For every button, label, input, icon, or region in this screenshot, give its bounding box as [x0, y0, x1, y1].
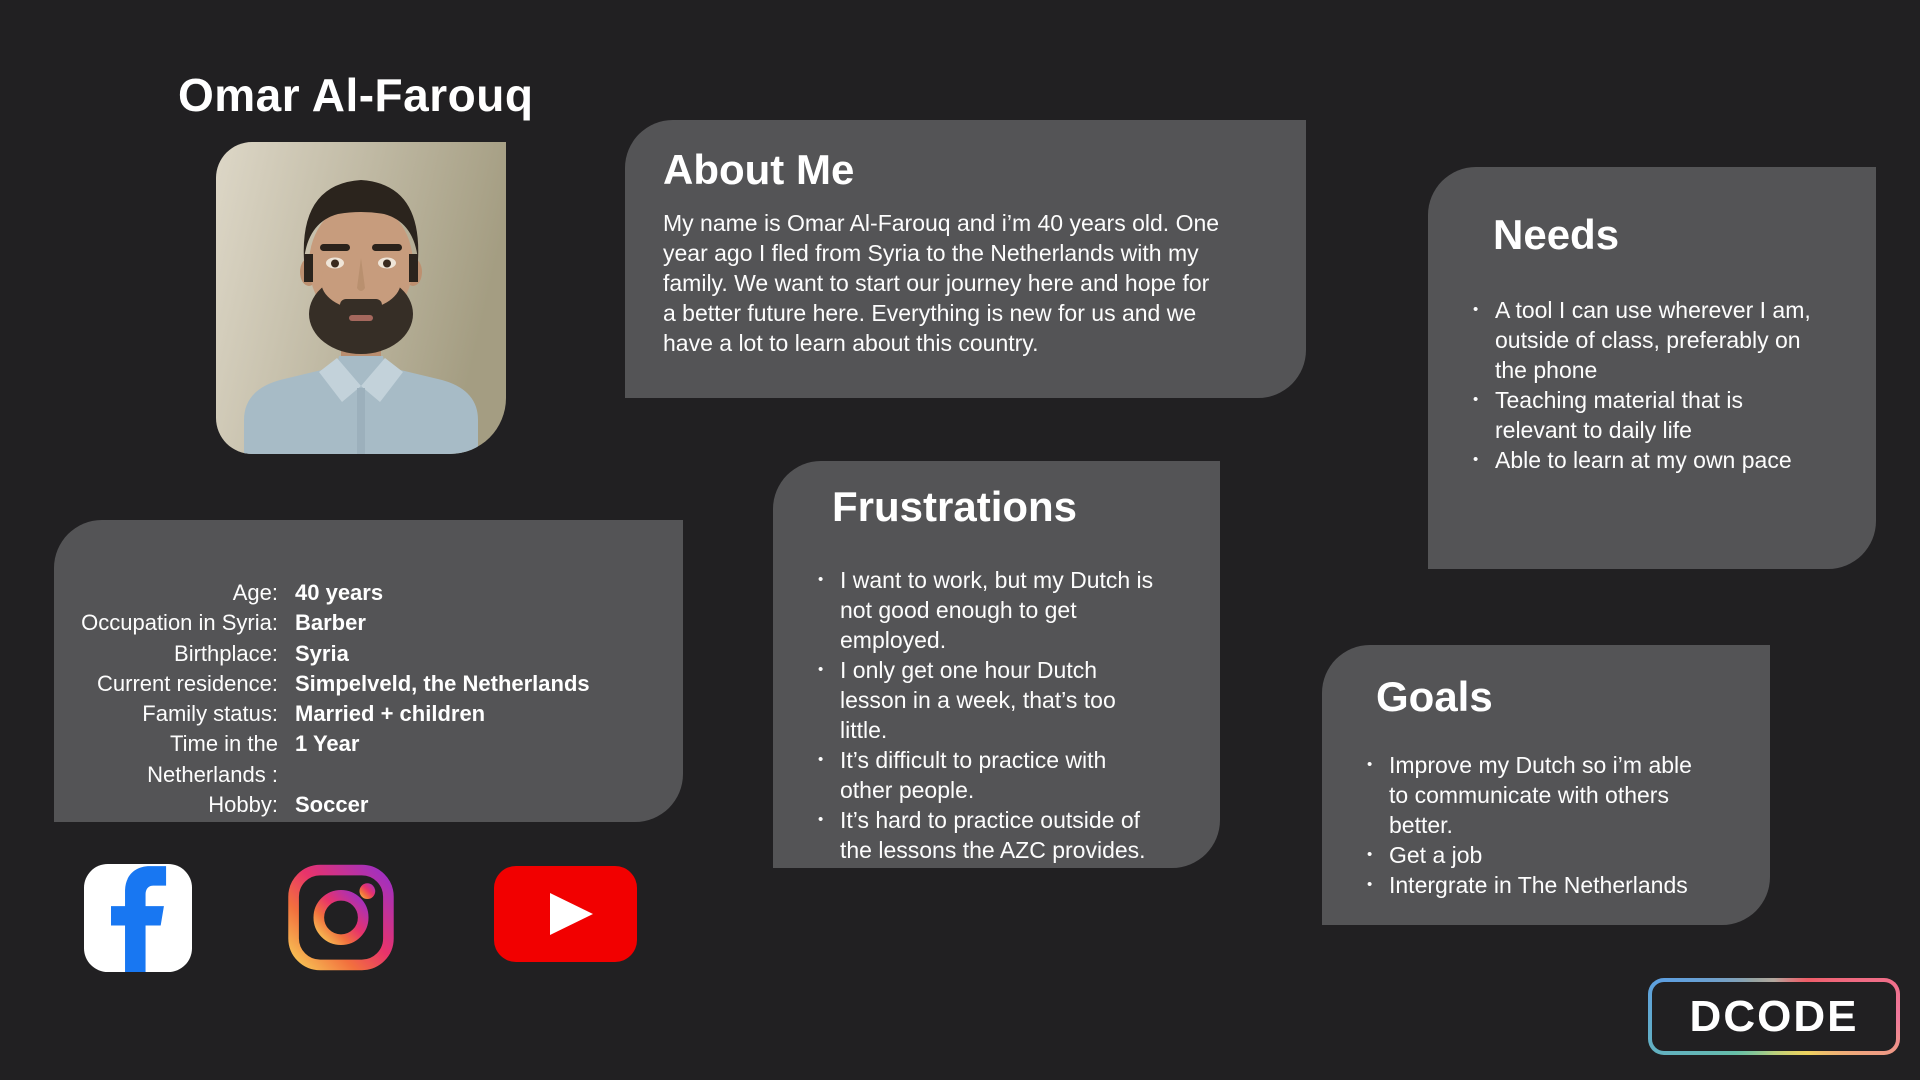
info-row [54, 699, 683, 729]
frustrations-card [773, 461, 1220, 868]
about-card [625, 120, 1306, 398]
list-item-text: Get a job [1389, 842, 1483, 868]
info-value: Barber [295, 610, 366, 636]
info-label: Birthplace: [174, 640, 278, 666]
bullet-icon: • [1473, 301, 1479, 318]
instagram-icon[interactable] [284, 862, 398, 973]
goals-list [1367, 750, 1740, 900]
info-label: Age: [232, 580, 278, 605]
profile-photo [216, 142, 506, 454]
list-item [1473, 385, 1846, 445]
list-item [1367, 870, 1740, 900]
list-item-text: Able to learn at my own pace [1495, 447, 1792, 473]
info-row [54, 729, 683, 790]
info-card [54, 520, 683, 822]
info-row [54, 639, 683, 669]
info-value: Syria [295, 640, 349, 666]
info-value: Soccer [295, 792, 369, 818]
bullet-icon: • [818, 661, 824, 678]
info-label: Hobby: [208, 792, 278, 818]
needs-title: Needs [1493, 211, 1620, 258]
info-value: 40 years [295, 580, 384, 605]
list-item-text: Teaching material that is relevant to daily life [1495, 387, 1744, 443]
info-row [54, 790, 683, 820]
dcode-logo-inner [1652, 982, 1896, 1051]
list-item [1367, 840, 1740, 870]
list-item [818, 655, 1190, 745]
youtube-icon[interactable] [494, 866, 637, 962]
info-value: Married + children [295, 701, 486, 727]
frustrations-list [818, 565, 1190, 865]
list-item [1473, 445, 1846, 475]
dcode-logo-text: DCODE [1689, 991, 1859, 1041]
bullet-icon: • [1473, 451, 1479, 468]
list-item-text: It’s difficult to practice with other people. [840, 747, 1107, 803]
info-label: Current residence: [97, 670, 278, 696]
list-item [818, 565, 1190, 655]
list-item [818, 805, 1190, 865]
info-label: Family status: [142, 701, 278, 727]
info-row [54, 578, 683, 608]
bullet-icon: • [818, 751, 824, 768]
bullet-icon: • [818, 571, 824, 588]
info-value: Simpelveld, the Netherlands [295, 670, 590, 696]
info-label: Time in the Netherlands : [147, 731, 278, 787]
info-row [54, 608, 683, 638]
goals-title: Goals [1376, 673, 1493, 720]
list-item-text: I only get one hour Dutch lesson in a week, that’s too little. [840, 657, 1116, 743]
list-item-text: It’s hard to practice outside of the lessons the AZC provides. [840, 807, 1146, 863]
bullet-icon: • [818, 811, 824, 828]
list-item-text: Intergrate in The Netherlands [1389, 872, 1688, 898]
bullet-icon: • [1473, 391, 1479, 408]
bullet-icon: • [1367, 876, 1373, 893]
list-item [1473, 295, 1846, 385]
needs-card [1428, 167, 1876, 569]
list-item-text: Improve my Dutch so i’m able to communicate with others better. [1389, 752, 1692, 838]
portrait-illustration [216, 142, 506, 454]
about-title: About Me [663, 146, 855, 193]
bullet-icon: • [1367, 846, 1373, 863]
frustrations-title: Frustrations [832, 483, 1078, 530]
info-value: 1 Year [295, 731, 360, 757]
list-item [1367, 750, 1740, 840]
bullet-icon: • [1367, 756, 1373, 773]
list-item-text: A tool I can use wherever I am, outside of class, preferably on the phone [1495, 297, 1811, 383]
about-body: My name is Omar Al-Farouq and i’m 40 years old. One year ago I fled from Syria to the Netherlands with my family. We want to start our journey here and hope for a better future here. Everything is new for us and we have a lot to learn about this country. [663, 210, 1220, 356]
facebook-icon[interactable] [84, 864, 192, 972]
goals-card [1322, 645, 1770, 925]
info-label: Occupation in Syria: [81, 610, 278, 636]
list-item-text: I want to work, but my Dutch is not good enough to get employed. [840, 567, 1154, 653]
needs-list [1473, 295, 1846, 475]
page-title: Omar Al-Farouq [178, 69, 534, 121]
dcode-logo [1648, 978, 1900, 1055]
list-item [818, 745, 1190, 805]
info-row [54, 669, 683, 699]
